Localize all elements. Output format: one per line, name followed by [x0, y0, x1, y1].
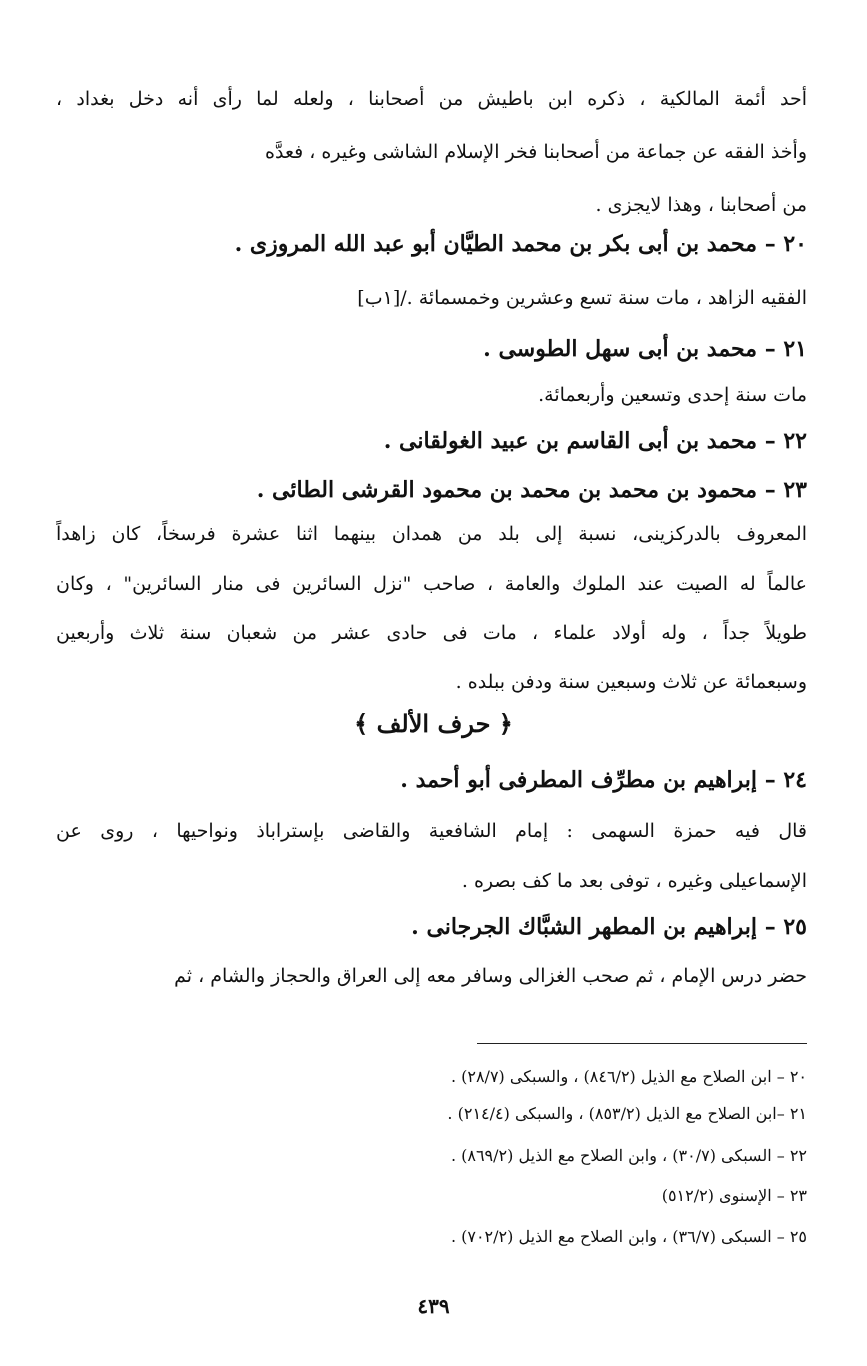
entry-heading-20: ٢٠ – محمد بن أبى بكر بن محمد الطيَّان أبو عبد الله المروزى . — [234, 231, 807, 257]
footnote: ٢٣ – الإسنوى (٥١٢/٢) — [661, 1186, 807, 1205]
entry-heading-25: ٢٥ – إبراهيم بن المطهر الشبَّاك الجرجانى . — [411, 914, 807, 940]
entry-text-20: الفقيه الزاهد ، مات سنة تسع وعشرين وخمسمائة ./[١ب] — [357, 287, 807, 309]
section-heading: ﴿ حرف الألف ﴾ — [354, 709, 513, 738]
entry-heading-24: ٢٤ – إبراهيم بن مطرِّف المطرفى أبو أحمد . — [400, 767, 807, 793]
footnote: ٢١ –ابن الصلاح مع الذيل (٨٥٣/٢) ، والسبكى (٢١٤/٤) . — [447, 1104, 807, 1123]
entry-text-23-line: وسبعمائة عن ثلاث وسبعين سنة ودفن ببلده . — [455, 671, 807, 693]
entry-text-23-line: طويلاً جداً ، وله أولاد علماء ، مات فى حادى عشر من شعبان سنة ثلاث وأربعين — [56, 622, 807, 644]
page-number: ٤٣٩ — [417, 1294, 450, 1318]
body-line: أحد أئمة المالكية ، ذكره ابن باطيش من أصحابنا ، ولعله لما رأى أنه دخل بغداد ، — [56, 88, 807, 110]
entry-text-25: حضر درس الإمام ، ثم صحب الغزالى وسافر معه إلى العراق والحجاز والشام ، ثم — [174, 965, 807, 987]
footnote-divider — [477, 1043, 807, 1044]
footnote: ٢٠ – ابن الصلاح مع الذيل (٨٤٦/٢) ، والسبكى (٢٨/٧) . — [450, 1067, 807, 1086]
entry-text-24-line: قال فيه حمزة السهمى : إمام الشافعية والقاضى بإستراباذ ونواحيها ، روى عن — [56, 820, 807, 842]
entry-heading-22: ٢٢ – محمد بن أبى القاسم بن عبيد الغولقانى . — [383, 428, 807, 454]
entry-heading-23: ٢٣ – محمود بن محمد بن محمد بن محمود القرشى الطائى . — [256, 477, 807, 503]
entry-text-21: مات سنة إحدى وتسعين وأربعمائة. — [538, 384, 807, 406]
entry-text-23-line: المعروف بالدركزينى، نسبة إلى بلد من همدان بينهما اثنا عشرة فرسخاً، كان زاهداً — [56, 523, 807, 545]
footnote: ٢٥ – السبكى (٣٦/٧) ، وابن الصلاح مع الذيل (٧٠٢/٢) . — [450, 1227, 807, 1246]
entry-text-23-line: عالماً له الصيت عند الملوك والعامة ، صاحب "نزل السائرين فى منار السائرين" ، وكان — [56, 573, 807, 595]
entry-text-24-line: الإسماعيلى وغيره ، توفى بعد ما كف بصره . — [461, 870, 807, 892]
footnote: ٢٢ – السبكى (٣٠/٧) ، وابن الصلاح مع الذيل (٨٦٩/٢) . — [450, 1146, 807, 1165]
entry-heading-21: ٢١ – محمد بن أبى سهل الطوسى . — [483, 336, 807, 362]
body-line: وأخذ الفقه عن جماعة من أصحابنا فخر الإسلام الشاشى وغيره ، فعدَّه — [265, 141, 807, 163]
body-line: من أصحابنا ، وهذا لايجزى . — [595, 194, 807, 216]
